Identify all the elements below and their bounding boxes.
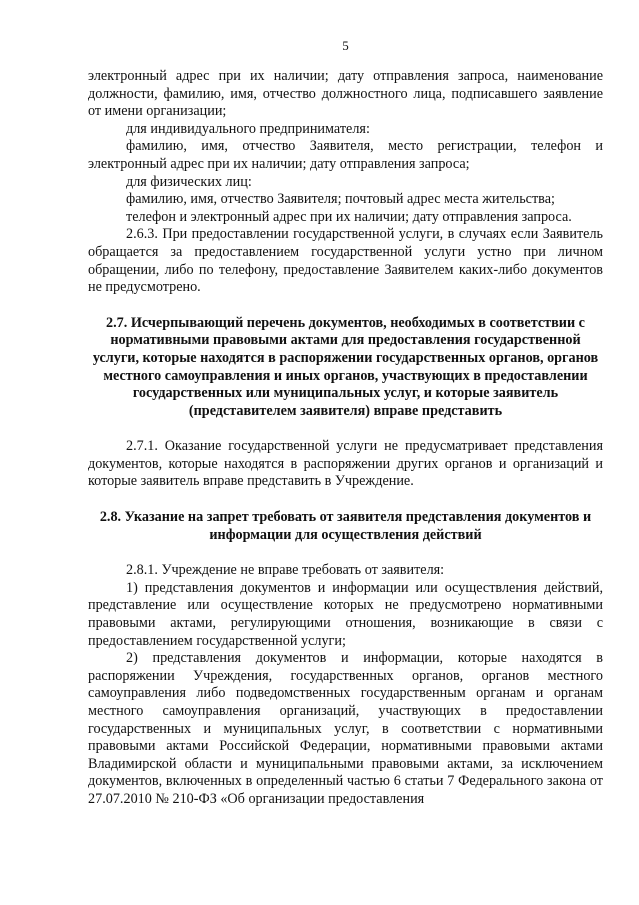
paragraph-2-6-3: 2.6.3. При предоставлении государственной услуги, в случаях если Заявитель обращается за предоставлением государственной услуги устно при личном обращении, либо по телефону, предоставление Заявителем каких-либо документов не предусмотрено. bbox=[88, 226, 603, 296]
spacer bbox=[88, 544, 603, 562]
paragraph-2-8-1-item-2: 2) представления документов и информации, которые находятся в распоряжении Учреждения, государственных органов, органов местного самоуправления либо подведомственных государственным органам и органам местного самоуправления организаций, участвующих в предоставлении государственных и муниципальных услуг, в соответствии с нормативными правовыми актами Российской Федерации, нормативными правовыми актами Владимирской области и муниципальными правовыми актами, за исключением документов, включенных в определенный частью 6 статьи 7 Федерального закона от 27.07.2010 № 210-ФЗ «Об организации предоставления bbox=[88, 650, 603, 807]
paragraph-2-8-1: 2.8.1. Учреждение не вправе требовать от заявителя: bbox=[126, 562, 445, 579]
spacer bbox=[88, 420, 603, 438]
section-heading-2-7: 2.7. Исчерпывающий перечень документов, необходимых в соответствии с нормативными правовыми актами для предоставления государственной услуги, которые находятся в распоряжении государственных органов, органов местного самоуправления и иных органов, участвующих в предоставлении государственных или муниципальных услуг, и которые заявитель (представителем заявителя) вправе представить bbox=[92, 314, 599, 419]
section-heading-2-8: 2.8. Указание на запрет требовать от заявителя представления документов и информации для осуществления действий bbox=[99, 509, 592, 543]
spacer bbox=[88, 491, 603, 509]
paragraph-2-8-1-item-1: 1) представления документов и информации или осуществления действий, представление или осуществление которых не предусмотрено нормативными правовыми актами, регулирующими отношения, возникающие в связи с предоставлением государственной услуги; bbox=[88, 579, 603, 649]
paragraph-individuals-name-address: фамилию, имя, отчество Заявителя; почтовый адрес места жительства; bbox=[126, 191, 555, 208]
paragraph-organization-requisites: электронный адрес при их наличии; дату отправления запроса, наименование должности, фамилию, имя, отчество должностного лица, подписавшего заявление от имени организации; bbox=[88, 68, 603, 120]
page-number: 5 bbox=[342, 38, 349, 53]
paragraph-entrepreneur-label: для индивидуального предпринимателя: bbox=[126, 120, 370, 137]
paragraph-individuals-contacts: телефон и электронный адрес при их наличии; дату отправления запроса. bbox=[126, 208, 572, 225]
paragraph-individuals-label: для физических лиц: bbox=[126, 173, 252, 190]
paragraph-entrepreneur-requisites: фамилию, имя, отчество Заявителя, место регистрации, телефон и электронный адрес при их наличии; дату отправления запроса; bbox=[88, 138, 603, 172]
paragraph-2-7-1: 2.7.1. Оказание государственной услуги не предусматривает представления документов, которые находятся в распоряжении других органов и организаций и которые заявитель вправе представить в Учреждение. bbox=[88, 438, 603, 490]
spacer bbox=[88, 297, 603, 315]
